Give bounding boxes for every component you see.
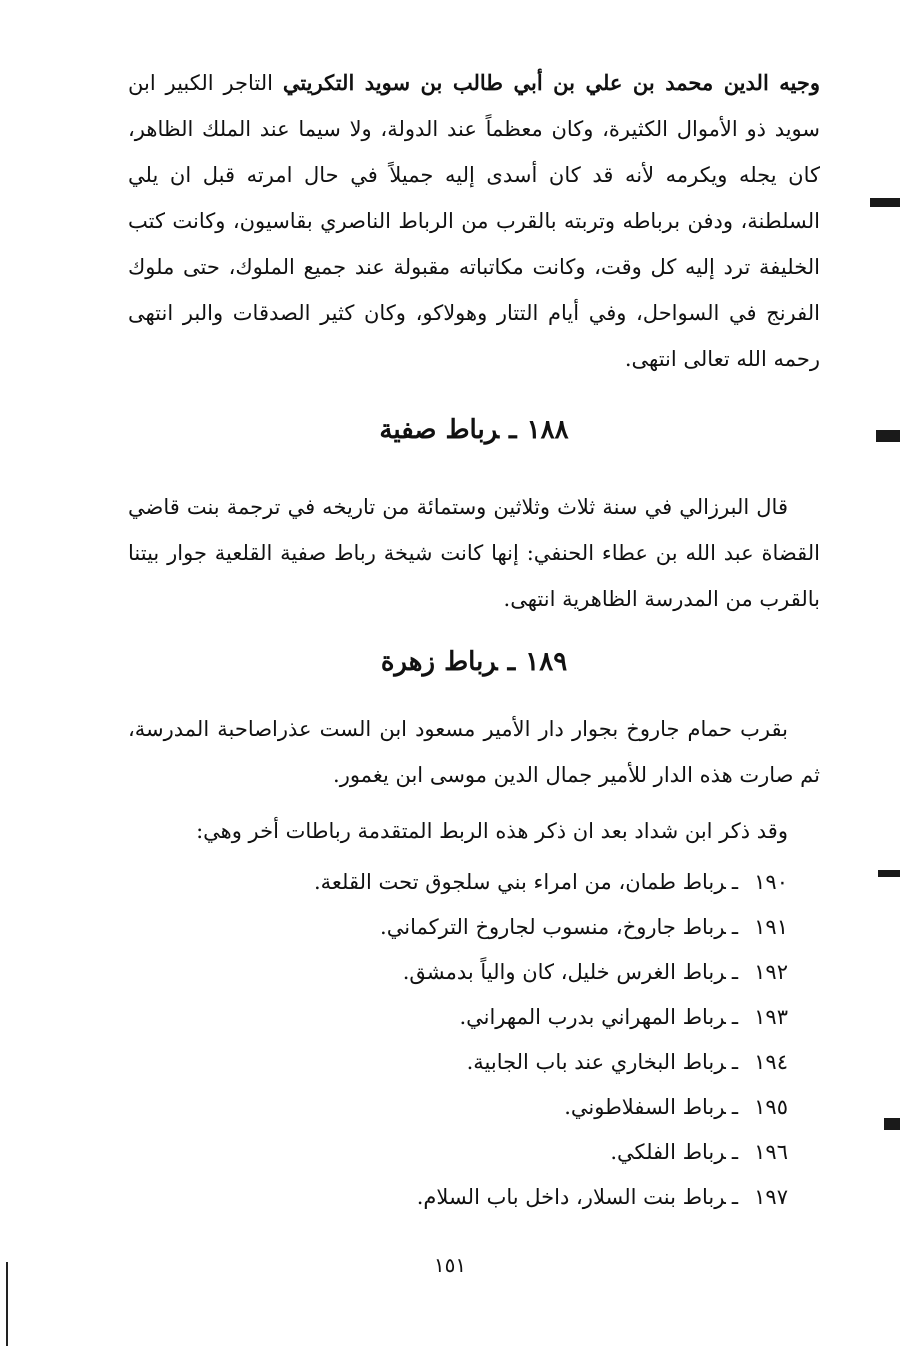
biography-text: التاجر الكبير ابن سويد ذو الأموال الكثيرة، وكان معظماً عند الدولة، ولا سيما عند الملك الظاهر، كان يجله ويكرمه لأنه قد كان أسدى إليه جميلاً في حال امرته قبل ان يلي السلطنة، ودفن برباطه وتربته بالقرب من الرباط الناصري بقاسيون، وكانت كتب الخليفة ترد إليه كل وقت، وكانت مكاتباته مقبولة عند جميع الملوك، حتى ملوك الفرنج في السواحل، وفي أيام التتار وهولاكو، وكان كثير الصدقات والبر انتهى رحمه الله تعالى انتهى. [128, 71, 820, 371]
list-item-dash: ـ [731, 1095, 738, 1119]
list-item-text: رباط السفلاطوني. [564, 1095, 726, 1119]
list-item-text: رباط طمان، من امراء بني سلجوق تحت القلعة. [313, 870, 726, 894]
section-heading-188 [128, 408, 820, 452]
list-item [128, 1130, 788, 1175]
paragraph-list-intro: وقد ذكر ابن شداد بعد ان ذكر هذه الربط المتقدمة رباطات أخر وهي: [196, 819, 788, 843]
section-dash: ـ [507, 647, 516, 677]
list-item-number: ١٩٥ [754, 1095, 788, 1119]
list-item-text: رباط الفلكي. [610, 1140, 726, 1164]
section-heading-189 [128, 640, 820, 684]
list-item-text: رباط جاروخ، منسوب لجاروخ التركماني. [380, 915, 726, 939]
list-item-text: رباط الغرس خليل، كان والياً بدمشق. [402, 960, 726, 984]
edge-mark [876, 430, 900, 442]
page-number: ١٥١ [433, 1253, 467, 1277]
list-item-text: رباط بنت السلار، داخل باب السلام. [416, 1185, 726, 1209]
list-item-number: ١٩٤ [754, 1050, 788, 1074]
list-item-number: ١٩٣ [754, 1005, 788, 1029]
list-item-dash: ـ [731, 870, 738, 894]
section-title: رباط صفية [379, 415, 500, 445]
list-item-number: ١٩٧ [754, 1185, 788, 1209]
scan-edge-line [6, 1262, 8, 1346]
list-item-dash: ـ [731, 960, 738, 984]
list-item [128, 860, 788, 905]
section-title: رباط زهرة [380, 647, 498, 677]
list-item [128, 1175, 788, 1220]
list-item-number: ١٩٠ [754, 870, 788, 894]
list-item-number: ١٩٦ [754, 1140, 788, 1164]
edge-mark [878, 870, 900, 877]
list-item-text: رباط المهراني بدرب المهراني. [459, 1005, 726, 1029]
edge-mark [884, 1118, 900, 1130]
section-number: ١٨٨ [526, 415, 569, 445]
list-item-number: ١٩١ [754, 915, 788, 939]
list-item [128, 1085, 788, 1130]
list-item-dash: ـ [731, 1050, 738, 1074]
list-item-dash: ـ [731, 1185, 738, 1209]
list-item-dash: ـ [731, 915, 738, 939]
page-body [128, 60, 820, 1220]
list-item [128, 1040, 788, 1085]
section-dash: ـ [509, 415, 517, 445]
list-item-number: ١٩٢ [754, 960, 788, 984]
list-item [128, 995, 788, 1040]
list-item-dash: ـ [731, 1005, 738, 1029]
edge-mark [870, 198, 900, 207]
list-item-text: رباط البخاري عند باب الجابية. [466, 1050, 726, 1074]
paragraph-section-189: بقرب حمام جاروخ بجوار دار الأمير مسعود ابن الست عذراصاحبة المدرسة، ثم صارت هذه الدار للأمير جمال الدين موسى ابن يغمور. [128, 717, 820, 787]
list-item-dash: ـ [731, 1140, 738, 1164]
biography-name: وجيه الدين محمد بن علي بن أبي طالب بن سويد التكريتي [282, 70, 820, 95]
list-item [128, 950, 788, 995]
list-item [128, 905, 788, 950]
ribat-list [128, 860, 820, 1220]
paragraph-biography [128, 60, 820, 382]
paragraph-section-188: قال البرزالي في سنة ثلاث وثلاثين وستمائة من تاريخه في ترجمة بنت قاضي القضاة عبد الله بن عطاء الحنفي: إنها كانت شيخة رباط صفية القلعية جوار بيتنا بالقرب من المدرسة الظاهرية انتهى. [128, 495, 820, 611]
section-number: ١٨٩ [525, 647, 568, 677]
